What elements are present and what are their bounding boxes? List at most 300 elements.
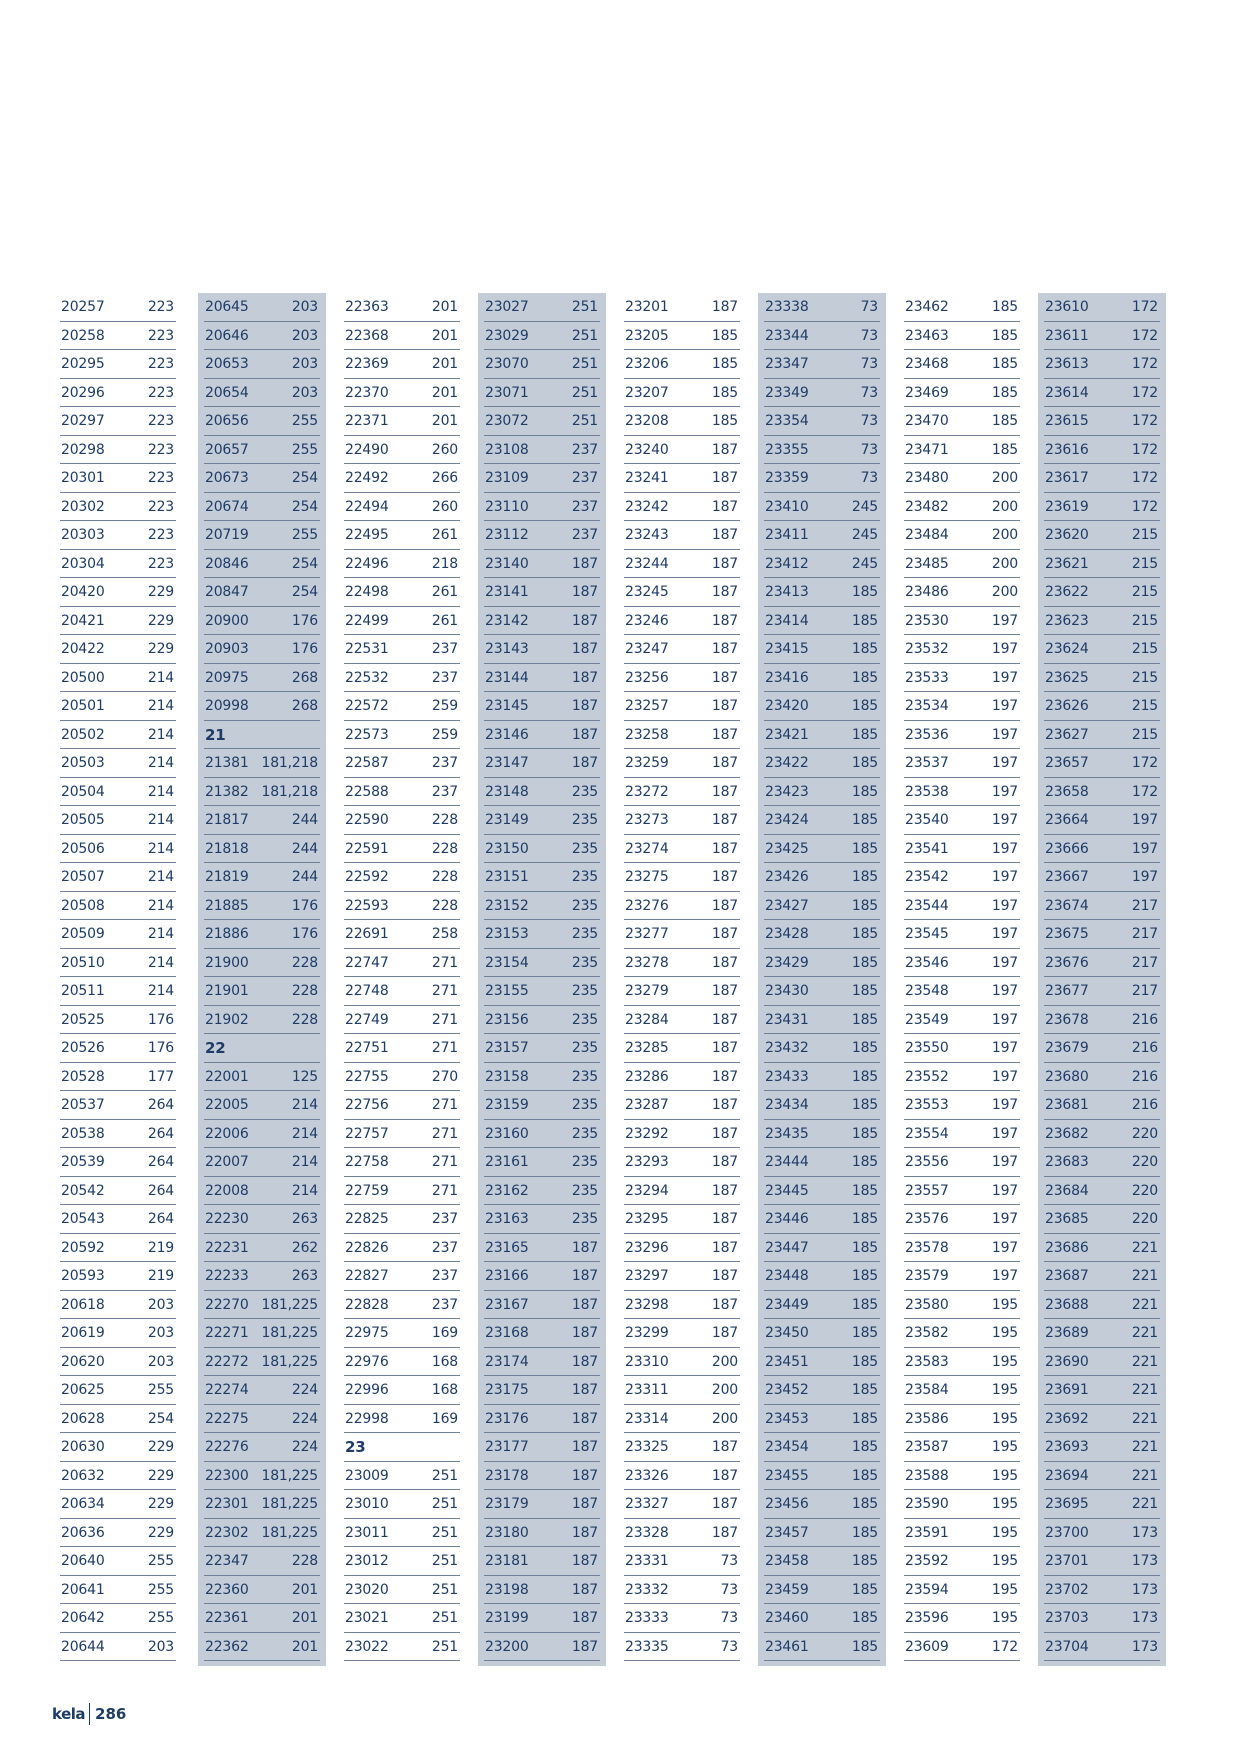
article-number: 22591 (345, 840, 389, 857)
index-row (904, 550, 1020, 579)
page-reference: 200 (991, 555, 1018, 572)
page-reference: 187 (711, 983, 738, 1000)
page-reference: 237 (431, 1268, 458, 1285)
article-number: 22490 (345, 441, 389, 458)
page-reference: 197 (991, 954, 1018, 971)
article-number: 23690 (1045, 1353, 1089, 1370)
index-row (60, 1262, 176, 1291)
index-row (1044, 350, 1160, 379)
article-number: 20502 (61, 726, 105, 743)
page-reference: 221 (1131, 1410, 1158, 1427)
article-number: 23294 (625, 1182, 669, 1199)
page-reference: 172 (1131, 327, 1158, 344)
article-number: 23447 (765, 1239, 809, 1256)
index-row (1044, 407, 1160, 436)
article-number: 23327 (625, 1496, 669, 1513)
article-number: 23414 (765, 612, 809, 629)
page-reference: 185 (851, 1553, 878, 1570)
page-reference: 200 (711, 1353, 738, 1370)
article-number: 23423 (765, 783, 809, 800)
page-reference: 200 (991, 470, 1018, 487)
page-reference: 187 (711, 755, 738, 772)
page-reference: 172 (1131, 413, 1158, 430)
page-reference: 185 (851, 1125, 878, 1142)
page-reference: 187 (711, 584, 738, 601)
article-number: 20506 (61, 840, 105, 857)
article-number: 23180 (485, 1524, 529, 1541)
article-number: 23664 (1045, 812, 1089, 829)
index-row (764, 1604, 880, 1633)
index-row (60, 892, 176, 921)
index-row (624, 1234, 740, 1263)
index-row (344, 407, 460, 436)
article-number: 22755 (345, 1068, 389, 1085)
index-row (484, 464, 600, 493)
index-row (60, 920, 176, 949)
article-number: 23452 (765, 1382, 809, 1399)
article-number: 23331 (625, 1553, 669, 1570)
article-number: 23412 (765, 555, 809, 572)
article-number: 23295 (625, 1211, 669, 1228)
index-row (344, 778, 460, 807)
page-reference: 197 (1131, 869, 1158, 886)
article-number: 22996 (345, 1382, 389, 1399)
page-reference: 181,225 (261, 1496, 318, 1513)
page-reference: 73 (860, 441, 878, 458)
index-row (484, 778, 600, 807)
article-number: 20998 (205, 698, 249, 715)
article-number: 20303 (61, 527, 105, 544)
index-row (1044, 778, 1160, 807)
index-row (344, 550, 460, 579)
article-number: 22272 (205, 1353, 249, 1370)
index-row (904, 1405, 1020, 1434)
index-row (344, 607, 460, 636)
page-reference: 228 (431, 897, 458, 914)
page-reference: 214 (291, 1154, 318, 1171)
article-number: 23020 (345, 1581, 389, 1598)
index-row (60, 1576, 176, 1605)
article-number: 23176 (485, 1410, 529, 1427)
article-number: 23538 (905, 783, 949, 800)
page-reference: 271 (431, 1040, 458, 1057)
article-number: 23344 (765, 327, 809, 344)
article-number: 23422 (765, 755, 809, 772)
article-number: 20526 (61, 1040, 105, 1057)
article-number: 22747 (345, 954, 389, 971)
page-reference: 195 (991, 1553, 1018, 1570)
index-row (344, 379, 460, 408)
index-row (204, 1091, 320, 1120)
page-reference: 255 (147, 1382, 174, 1399)
page-reference: 221 (1131, 1296, 1158, 1313)
page-reference: 235 (571, 1040, 598, 1057)
index-row (344, 1148, 460, 1177)
index-row (764, 1148, 880, 1177)
article-number: 23207 (625, 384, 669, 401)
page-reference: 173 (1131, 1524, 1158, 1541)
index-row (1044, 664, 1160, 693)
index-row (624, 1205, 740, 1234)
page-reference: 172 (1131, 470, 1158, 487)
article-number: 21817 (205, 812, 249, 829)
article-number: 23427 (765, 897, 809, 914)
index-row (60, 635, 176, 664)
index-row (204, 749, 320, 778)
page-reference: 221 (1131, 1325, 1158, 1342)
index-row (204, 493, 320, 522)
article-number: 23154 (485, 954, 529, 971)
page-reference: 73 (720, 1581, 738, 1598)
index-row (204, 806, 320, 835)
page-reference: 172 (991, 1638, 1018, 1655)
page-reference: 187 (711, 612, 738, 629)
index-row (764, 1120, 880, 1149)
index-row (904, 1234, 1020, 1263)
page-reference: 259 (431, 698, 458, 715)
index-row (204, 1462, 320, 1491)
article-number: 23676 (1045, 954, 1089, 971)
index-row (60, 350, 176, 379)
index-row (624, 749, 740, 778)
article-number: 23576 (905, 1211, 949, 1228)
article-number: 23453 (765, 1410, 809, 1427)
index-row (204, 977, 320, 1006)
page-reference: 187 (711, 641, 738, 658)
article-number: 22274 (205, 1382, 249, 1399)
page-reference: 214 (147, 954, 174, 971)
index-row (344, 1604, 460, 1633)
page-reference: 187 (571, 1296, 598, 1313)
page-reference: 73 (860, 384, 878, 401)
page-reference: 262 (291, 1239, 318, 1256)
page-reference: 228 (431, 869, 458, 886)
article-number: 23463 (905, 327, 949, 344)
index-row (484, 550, 600, 579)
page-reference: 185 (851, 1524, 878, 1541)
index-row (624, 1405, 740, 1434)
article-number: 20640 (61, 1553, 105, 1570)
index-row (764, 835, 880, 864)
page-reference: 195 (991, 1382, 1018, 1399)
index-row (764, 863, 880, 892)
article-number: 23619 (1045, 498, 1089, 515)
index-row (764, 1319, 880, 1348)
page-reference: 254 (291, 470, 318, 487)
article-number: 23592 (905, 1553, 949, 1570)
page-reference: 185 (851, 669, 878, 686)
index-row (344, 806, 460, 835)
index-row (1044, 892, 1160, 921)
article-number: 20644 (61, 1638, 105, 1655)
page-reference: 197 (991, 1011, 1018, 1028)
index-row (344, 1234, 460, 1263)
page-reference: 229 (147, 1467, 174, 1484)
page-reference: 185 (851, 1068, 878, 1085)
page-reference: 251 (431, 1496, 458, 1513)
page-reference: 200 (991, 498, 1018, 515)
article-number: 23178 (485, 1467, 529, 1484)
index-column (758, 293, 886, 1666)
index-row (764, 436, 880, 465)
index-row (1044, 1547, 1160, 1576)
index-row (204, 1006, 320, 1035)
page-reference: 172 (1131, 441, 1158, 458)
index-row (904, 1262, 1020, 1291)
page-reference: 185 (991, 413, 1018, 430)
page-reference: 185 (851, 1439, 878, 1456)
article-number: 23462 (905, 299, 949, 316)
index-row (904, 1006, 1020, 1035)
article-number: 23694 (1045, 1467, 1089, 1484)
page-reference: 258 (431, 926, 458, 943)
page-reference: 215 (1131, 726, 1158, 743)
page-reference: 187 (571, 1353, 598, 1370)
index-row (904, 436, 1020, 465)
index-row (764, 550, 880, 579)
index-row (764, 778, 880, 807)
page-reference: 251 (431, 1553, 458, 1570)
index-row (484, 863, 600, 892)
group-heading-label: 21 (205, 725, 226, 744)
article-number: 22498 (345, 584, 389, 601)
page-reference: 237 (431, 1211, 458, 1228)
index-row (484, 1091, 600, 1120)
article-number: 23420 (765, 698, 809, 715)
index-row (904, 892, 1020, 921)
article-number: 23689 (1045, 1325, 1089, 1342)
index-row (344, 350, 460, 379)
page-reference: 176 (291, 641, 318, 658)
index-row (60, 293, 176, 322)
article-number: 20620 (61, 1353, 105, 1370)
index-row (484, 1034, 600, 1063)
index-row (624, 664, 740, 693)
index-row (904, 1433, 1020, 1462)
article-number: 23675 (1045, 926, 1089, 943)
article-number: 20641 (61, 1581, 105, 1598)
article-number: 23541 (905, 840, 949, 857)
index-column (54, 293, 182, 1666)
index-row (764, 493, 880, 522)
article-number: 23590 (905, 1496, 949, 1513)
article-number: 20510 (61, 954, 105, 971)
article-number: 23143 (485, 641, 529, 658)
article-number: 23657 (1045, 755, 1089, 772)
index-row (60, 407, 176, 436)
article-number: 23153 (485, 926, 529, 943)
article-number: 23627 (1045, 726, 1089, 743)
index-row (204, 436, 320, 465)
article-number: 20422 (61, 641, 105, 658)
index-row (624, 1262, 740, 1291)
article-number: 23241 (625, 470, 669, 487)
article-number: 23354 (765, 413, 809, 430)
index-row (204, 550, 320, 579)
article-number: 22371 (345, 413, 389, 430)
page-reference: 73 (860, 356, 878, 373)
article-number: 23544 (905, 897, 949, 914)
article-number: 23468 (905, 356, 949, 373)
page-reference: 187 (711, 1011, 738, 1028)
page-reference: 217 (1131, 983, 1158, 1000)
article-number: 23413 (765, 584, 809, 601)
page-reference: 214 (291, 1125, 318, 1142)
index-row (204, 1205, 320, 1234)
article-number: 23533 (905, 669, 949, 686)
page-reference: 260 (431, 441, 458, 458)
index-row (1044, 635, 1160, 664)
index-row (624, 1091, 740, 1120)
article-number: 23333 (625, 1610, 669, 1627)
page-reference: 197 (991, 1182, 1018, 1199)
article-number: 23199 (485, 1610, 529, 1627)
page-reference: 214 (147, 783, 174, 800)
article-number: 23616 (1045, 441, 1089, 458)
article-number: 23680 (1045, 1068, 1089, 1085)
index-row (204, 1148, 320, 1177)
page-reference: 218 (431, 555, 458, 572)
page-reference: 261 (431, 584, 458, 601)
page-reference: 216 (1131, 1040, 1158, 1057)
index-row (204, 1177, 320, 1206)
article-number: 22231 (205, 1239, 249, 1256)
index-row (1044, 863, 1160, 892)
page-reference: 223 (147, 498, 174, 515)
article-number: 23274 (625, 840, 669, 857)
index-row (764, 464, 880, 493)
page-reference: 187 (711, 1268, 738, 1285)
article-number: 23029 (485, 327, 529, 344)
index-row (624, 1490, 740, 1519)
article-number: 22270 (205, 1296, 249, 1313)
index-row (1044, 1405, 1160, 1434)
index-row (60, 806, 176, 835)
article-number: 20653 (205, 356, 249, 373)
index-row (1044, 1091, 1160, 1120)
article-number: 23684 (1045, 1182, 1089, 1199)
article-number: 20296 (61, 384, 105, 401)
article-number: 23411 (765, 527, 809, 544)
article-number: 23277 (625, 926, 669, 943)
index-row (60, 578, 176, 607)
index-row (904, 1462, 1020, 1491)
page-reference: 197 (991, 1068, 1018, 1085)
index-row (60, 1490, 176, 1519)
index-row (904, 1120, 1020, 1149)
index-row (624, 1376, 740, 1405)
page-reference: 221 (1131, 1496, 1158, 1513)
index-row (60, 607, 176, 636)
page-reference: 228 (291, 1011, 318, 1028)
index-row (204, 892, 320, 921)
page-reference: 197 (991, 641, 1018, 658)
page-reference: 187 (711, 1296, 738, 1313)
index-row (344, 1006, 460, 1035)
page-reference: 195 (991, 1581, 1018, 1598)
article-number: 23700 (1045, 1524, 1089, 1541)
article-number: 23530 (905, 612, 949, 629)
page-reference: 73 (720, 1610, 738, 1627)
article-number: 23679 (1045, 1040, 1089, 1057)
page-reference: 185 (711, 384, 738, 401)
page-reference: 73 (860, 299, 878, 316)
article-number: 23429 (765, 954, 809, 971)
page-reference: 251 (431, 1524, 458, 1541)
page-reference: 185 (711, 413, 738, 430)
page-reference: 214 (291, 1182, 318, 1199)
article-number: 23666 (1045, 840, 1089, 857)
article-number: 20304 (61, 555, 105, 572)
index-row (484, 1433, 600, 1462)
page-reference: 187 (711, 527, 738, 544)
index-row (204, 464, 320, 493)
page-reference: 181,225 (261, 1524, 318, 1541)
article-number: 23552 (905, 1068, 949, 1085)
article-number: 23314 (625, 1410, 669, 1427)
index-row (484, 1376, 600, 1405)
page-reference: 268 (291, 698, 318, 715)
page-reference: 181,218 (261, 783, 318, 800)
article-number: 23256 (625, 669, 669, 686)
article-number: 23010 (345, 1496, 389, 1513)
page-reference: 223 (147, 327, 174, 344)
page-reference: 187 (711, 1040, 738, 1057)
article-number: 23695 (1045, 1496, 1089, 1513)
article-number: 22347 (205, 1553, 249, 1570)
article-number: 23686 (1045, 1239, 1089, 1256)
index-row (624, 1519, 740, 1548)
page-reference: 187 (571, 698, 598, 715)
page-reference: 176 (291, 612, 318, 629)
page-footer (52, 1703, 126, 1725)
page-reference: 271 (431, 1182, 458, 1199)
page-reference: 185 (851, 726, 878, 743)
page-reference: 215 (1131, 669, 1158, 686)
index-row (204, 635, 320, 664)
page-reference: 187 (571, 641, 598, 658)
index-row (764, 1262, 880, 1291)
page-reference: 187 (711, 299, 738, 316)
article-number: 23677 (1045, 983, 1089, 1000)
article-number: 22976 (345, 1353, 389, 1370)
index-row (904, 1034, 1020, 1063)
index-row (60, 692, 176, 721)
article-number: 23537 (905, 755, 949, 772)
page-reference: 195 (991, 1439, 1018, 1456)
article-number: 23181 (485, 1553, 529, 1570)
article-number: 23112 (485, 527, 529, 544)
index-row (624, 1547, 740, 1576)
article-number: 20625 (61, 1382, 105, 1399)
page-reference: 214 (147, 840, 174, 857)
page-reference: 197 (991, 1239, 1018, 1256)
index-row (204, 350, 320, 379)
page-reference: 185 (851, 1325, 878, 1342)
article-number: 23298 (625, 1296, 669, 1313)
article-number: 20537 (61, 1097, 105, 1114)
index-row (344, 436, 460, 465)
index-row (764, 1462, 880, 1491)
page-reference: 177 (147, 1068, 174, 1085)
article-number: 21902 (205, 1011, 249, 1028)
index-row (904, 721, 1020, 750)
page-reference: 197 (991, 1268, 1018, 1285)
page-reference: 169 (431, 1325, 458, 1342)
index-row (204, 1547, 320, 1576)
page-reference: 235 (571, 1211, 598, 1228)
page-reference: 169 (431, 1410, 458, 1427)
